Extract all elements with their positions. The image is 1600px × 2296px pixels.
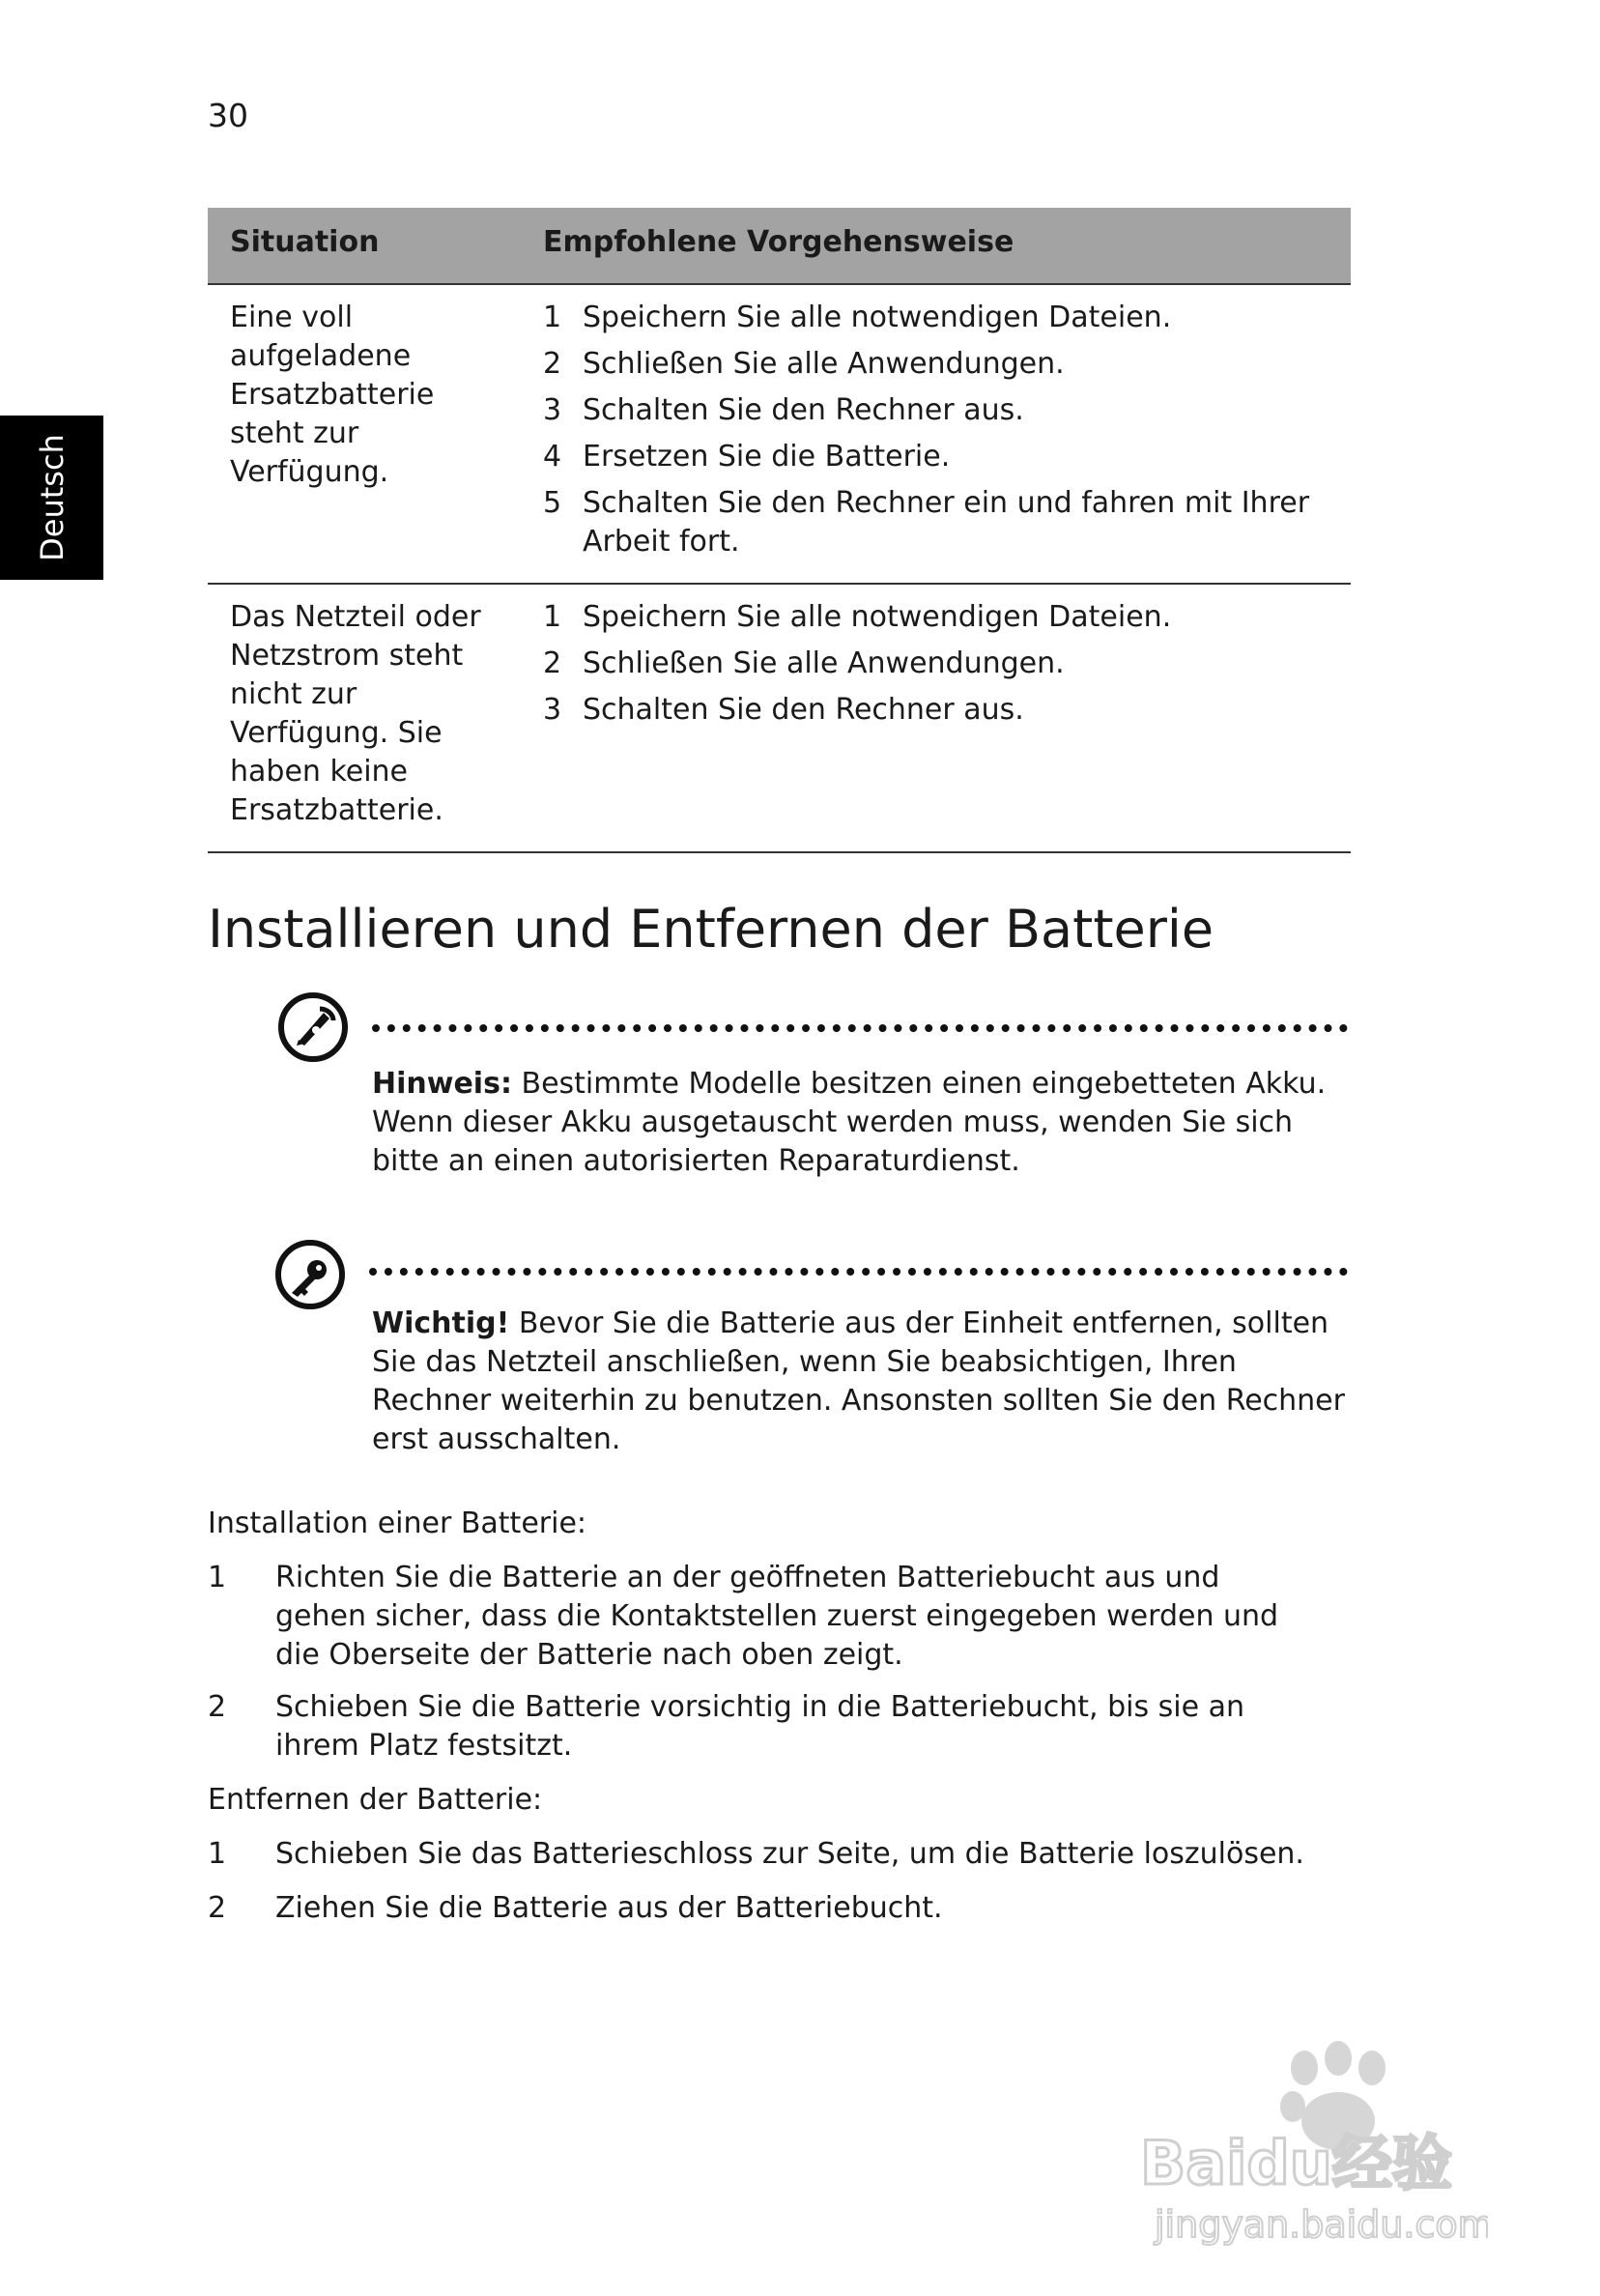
section-title: Installieren und Entfernen der Batterie <box>208 899 1214 960</box>
step-item: 5 Schalten Sie den Rechner ein und fahren mit Ihrer Arbeit fort. <box>543 486 1310 559</box>
watermark-brand: Baidu经验 <box>1140 2128 1452 2198</box>
remove-intro: Entfernen der Batterie: <box>208 1783 543 1817</box>
note-divider <box>372 1024 1348 1032</box>
steps-cell <box>543 598 1345 737</box>
step-item: 3 Schalten Sie den Rechner aus. <box>543 393 1024 427</box>
page-number: 30 <box>208 97 248 134</box>
important-label: Wichtig! <box>372 1306 510 1340</box>
hint-label: Hinweis: <box>372 1067 512 1101</box>
situation-cell: Das Netzteil oder Netzstrom steht nicht zur Verfügung. Sie haben keine Ersatzbatterie. <box>230 600 481 827</box>
baidu-watermark <box>1130 2039 1488 2261</box>
language-tab <box>0 416 103 580</box>
watermark-url: jingyan.baidu.com <box>1155 2203 1488 2246</box>
table-row <box>208 285 1351 585</box>
steps-cell <box>543 299 1345 569</box>
procedure-table <box>208 208 1351 853</box>
step-item: 1 Speichern Sie alle notwendigen Dateien. <box>543 301 1172 334</box>
situation-cell: Eine voll aufgeladene Ersatzbatterie steht zur Verfügung. <box>230 301 435 489</box>
header-procedure: Empfohlene Vorgehensweise <box>543 225 1014 259</box>
step-item: 2 Schließen Sie alle Anwendungen. <box>543 646 1065 680</box>
language-tab-label: Deutsch <box>33 434 71 561</box>
step-item: 2 Schließen Sie alle Anwendungen. <box>543 347 1065 381</box>
step-item: 1 Speichern Sie alle notwendigen Dateien. <box>543 600 1172 634</box>
important-text: Bevor Sie die Batterie aus der Einheit entfernen, sollten Sie das Netzteil anschließen, wenn Sie beabsichtigen, Ihren Rechner weiterhin zu benutzen. Ansonsten sollten Sie den Rechner erst ausschalten. <box>372 1306 1345 1456</box>
key-important-icon <box>274 1239 346 1310</box>
pen-note-icon <box>277 991 349 1063</box>
hint-text: Bestimmte Modelle besitzen einen eingebetteten Akku. Wenn dieser Akku ausgetauscht werden muss, wenden Sie sich bitte an einen autorisierten Reparaturdienst. <box>372 1067 1327 1178</box>
step-item: 3 Schalten Sie den Rechner aus. <box>543 693 1024 727</box>
install-intro: Installation einer Batterie: <box>208 1507 587 1540</box>
important-note <box>372 1305 1348 1459</box>
hint-note <box>372 1065 1348 1181</box>
step-item: 4 Ersetzen Sie die Batterie. <box>543 440 951 474</box>
table-header <box>208 208 1351 285</box>
important-divider <box>369 1268 1348 1276</box>
header-situation: Situation <box>230 225 380 259</box>
table-row <box>208 585 1351 853</box>
